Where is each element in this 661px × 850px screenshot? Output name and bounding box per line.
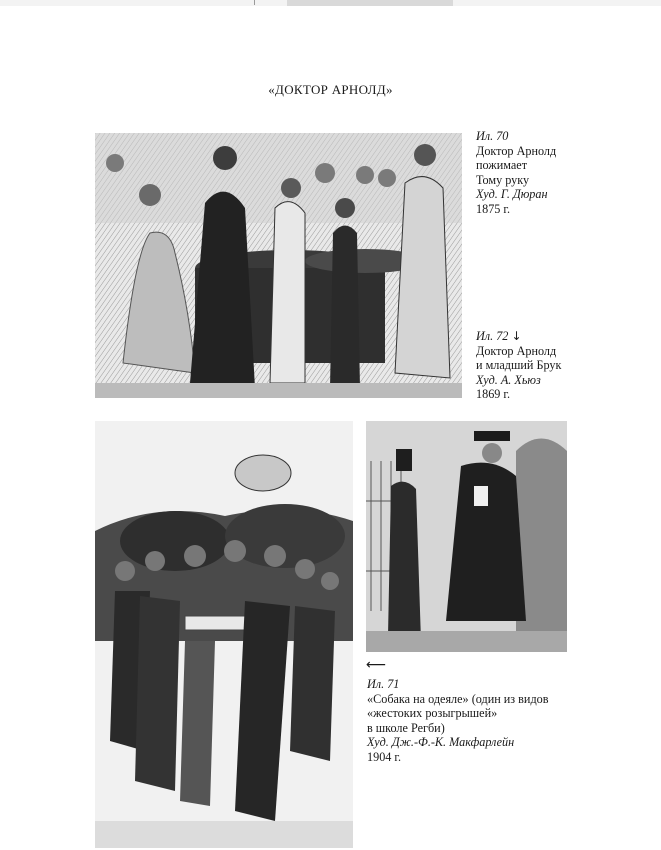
caption-illustration-72 (476, 329, 561, 402)
caption-71-line: «Собака на одеяле» (один из видов (367, 691, 549, 706)
arrow-left-icon: ⟵ (366, 657, 387, 673)
viewer-page-tab[interactable] (287, 0, 453, 6)
caption-72-line: Доктор Арнолд (476, 343, 557, 358)
caption-70-year: 1875 г. (476, 201, 511, 216)
viewer-top-bar (0, 0, 661, 6)
caption-71-artist: Худ. Дж.-Ф.-К. Макфарлейн (367, 735, 515, 750)
illustration-71-image (95, 421, 353, 848)
engraving-70-drawing (95, 133, 462, 398)
illustration-72-image (366, 421, 567, 652)
caption-71-line: в школе Регби) (367, 720, 445, 735)
caption-71-number: Ил. 71 (367, 677, 400, 691)
caption-illustration-71 (367, 677, 549, 765)
caption-72-year: 1869 г. (476, 387, 511, 402)
caption-70-line: пожимает (476, 158, 528, 173)
caption-illustration-70 (476, 129, 556, 217)
illustration-70-image (95, 133, 462, 398)
caption-72-line: и младший Брук (476, 358, 562, 373)
engraving-72-drawing (366, 421, 567, 652)
engraving-71-drawing (95, 421, 353, 848)
caption-72-number: Ил. 72 (476, 329, 509, 343)
running-title: «ДОКТОР АРНОЛД» (268, 82, 393, 97)
arrow-down-icon: ↓ (511, 329, 522, 343)
caption-71-year: 1904 г. (367, 749, 402, 764)
caption-70-artist: Худ. Г. Дюран (476, 187, 548, 202)
caption-71-line: «жестоких розыгрышей» (367, 706, 498, 721)
caption-70-line: Тому руку (476, 172, 530, 187)
caption-72-artist: Худ. А. Хьюз (476, 372, 541, 387)
viewer-top-bar-tick (254, 0, 255, 5)
caption-70-number: Ил. 70 (476, 129, 509, 143)
caption-70-line: Доктор Арнолд (476, 143, 557, 158)
